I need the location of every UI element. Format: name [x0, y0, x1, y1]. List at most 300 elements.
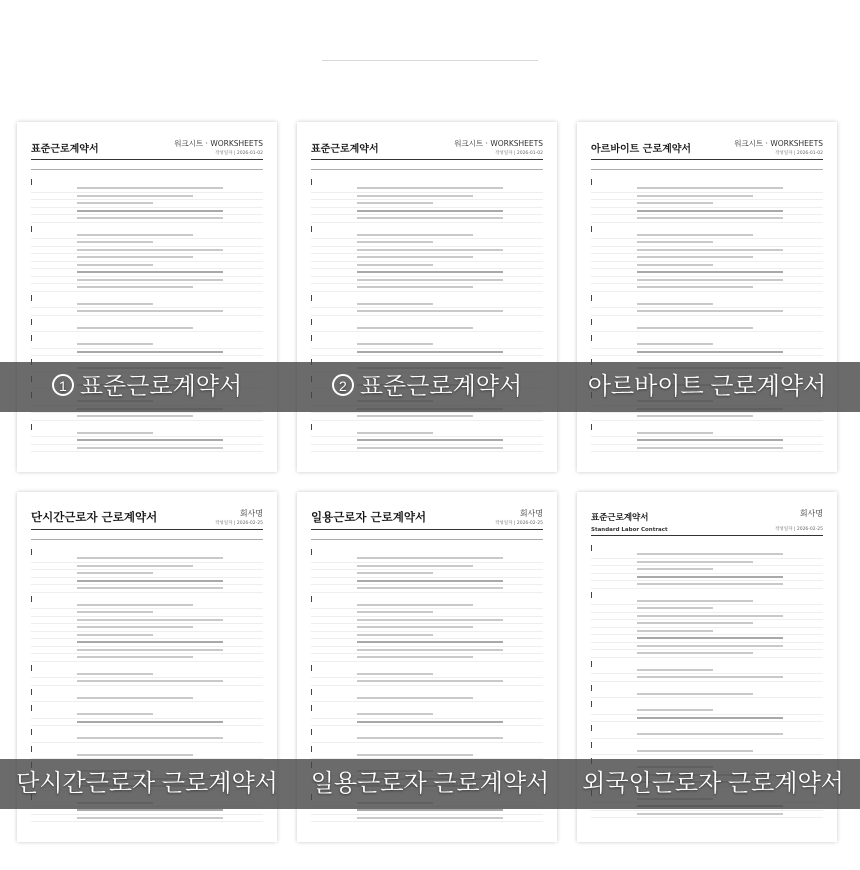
- form-row: [591, 325, 823, 333]
- form-row-value: [357, 754, 473, 756]
- document-body: [311, 176, 543, 462]
- form-row: [31, 695, 263, 703]
- form-row-value: [77, 415, 193, 417]
- form-row: [31, 341, 263, 349]
- form-row: [591, 430, 823, 438]
- form-row: [311, 671, 543, 679]
- form-row-value: [77, 580, 223, 582]
- form-row-value: [357, 673, 433, 675]
- form-row: [31, 200, 263, 208]
- form-row: [591, 574, 823, 582]
- caption-daily-worker[interactable]: [294, 759, 566, 809]
- contract-thumbnail-part-time-job[interactable]: [577, 122, 837, 472]
- caption-foreign-worker[interactable]: [566, 759, 860, 809]
- form-row: [31, 232, 263, 240]
- document-brand: 회사명: [239, 509, 263, 518]
- form-row-value: [77, 327, 193, 329]
- form-row-value: [637, 271, 783, 273]
- parties-line: [31, 532, 263, 540]
- form-row: [31, 555, 263, 563]
- form-row-value: [357, 343, 433, 345]
- form-row: [31, 430, 263, 438]
- form-row-value: [77, 187, 223, 189]
- form-row-value: [637, 813, 783, 815]
- form-row-value: [77, 241, 153, 243]
- form-row-value: [357, 634, 433, 636]
- form-row-value: [77, 565, 193, 567]
- caption-text: 표준근로계약서: [79, 373, 243, 400]
- form-row: [591, 301, 823, 309]
- form-row: [31, 208, 263, 216]
- form-row: [31, 602, 263, 610]
- form-row-value: [637, 447, 783, 449]
- form-row-value: [77, 697, 193, 699]
- form-row: [311, 711, 543, 719]
- form-row: [31, 239, 263, 247]
- form-row: [591, 581, 823, 589]
- form-row: [31, 325, 263, 333]
- form-row: [31, 578, 263, 586]
- document-title: 표준근로계약서: [31, 144, 99, 155]
- form-row-value: [357, 604, 473, 606]
- form-row-value: [77, 754, 193, 756]
- form-row-value: [357, 557, 503, 559]
- form-row-value: [357, 303, 433, 305]
- form-row-value: [77, 611, 153, 613]
- form-row: [591, 262, 823, 270]
- caption-text: 일용근로자 근로계약서: [310, 770, 550, 797]
- form-row-value: [357, 439, 503, 441]
- form-row: [591, 185, 823, 193]
- form-row: [311, 617, 543, 625]
- form-row-value: [637, 310, 783, 312]
- form-row: [311, 325, 543, 333]
- form-row-value: [637, 645, 783, 647]
- form-row: [31, 269, 263, 277]
- form-row-value: [77, 256, 193, 258]
- form-row: [591, 811, 823, 819]
- form-row-value: [77, 351, 223, 353]
- form-row-value: [637, 750, 753, 752]
- form-row-value: [77, 721, 223, 723]
- form-row-value: [637, 343, 713, 345]
- form-row: [31, 647, 263, 655]
- form-row: [591, 707, 823, 715]
- form-row: [31, 654, 263, 662]
- form-row: [311, 647, 543, 655]
- form-row-value: [357, 713, 433, 715]
- form-row: [31, 585, 263, 593]
- form-row: [311, 254, 543, 262]
- form-row-value: [637, 568, 713, 570]
- form-row-value: [637, 256, 753, 258]
- form-row: [591, 193, 823, 201]
- caption-text: 단시간근로자 근로계약서: [16, 770, 278, 797]
- form-row: [31, 815, 263, 823]
- form-row: [591, 445, 823, 453]
- document-subtitle: Standard Labor Contract: [591, 527, 668, 533]
- form-row: [311, 719, 543, 727]
- form-row: [311, 437, 543, 445]
- form-row: [311, 269, 543, 277]
- parties-line: [31, 162, 263, 170]
- form-row: [31, 719, 263, 727]
- form-row-value: [357, 587, 503, 589]
- form-row: [311, 578, 543, 586]
- caption-standard-2[interactable]: [297, 362, 557, 412]
- document-brand: 회사명: [799, 509, 823, 518]
- form-row: [311, 570, 543, 578]
- form-row: [311, 200, 543, 208]
- form-row-value: [77, 210, 223, 212]
- form-row: [31, 570, 263, 578]
- form-row: [591, 731, 823, 739]
- form-row: [31, 624, 263, 632]
- form-row-value: [357, 721, 503, 723]
- form-row-value: [637, 264, 713, 266]
- form-row: [31, 752, 263, 760]
- document-title: 표준근로계약서: [311, 144, 379, 155]
- form-row-value: [77, 202, 153, 204]
- form-row-value: [637, 583, 783, 585]
- form-row-value: [357, 286, 473, 288]
- form-row: [31, 445, 263, 453]
- form-row: [311, 185, 543, 193]
- form-row-value: [77, 447, 223, 449]
- form-row: [591, 413, 823, 421]
- form-row: [591, 341, 823, 349]
- form-row: [311, 815, 543, 823]
- form-row-value: [357, 697, 473, 699]
- form-row: [31, 413, 263, 421]
- form-row: [591, 215, 823, 223]
- form-row-value: [77, 572, 153, 574]
- form-row-value: [637, 561, 753, 563]
- form-row: [591, 613, 823, 621]
- form-row-value: [77, 271, 223, 273]
- form-row: [311, 632, 543, 640]
- form-row-value: [357, 256, 473, 258]
- document-date: 작성일자 | 2026-02-25: [775, 527, 823, 532]
- contract-thumbnail-standard-1[interactable]: [17, 122, 277, 472]
- form-row-value: [77, 303, 153, 305]
- form-row: [311, 430, 543, 438]
- form-row: [311, 563, 543, 571]
- form-row: [31, 678, 263, 686]
- document-title: 표준근로계약서: [591, 513, 649, 523]
- form-row: [31, 308, 263, 316]
- form-row: [311, 695, 543, 703]
- form-row: [591, 635, 823, 643]
- form-row: [591, 605, 823, 613]
- form-row: [591, 559, 823, 567]
- form-row: [591, 620, 823, 628]
- form-row: [31, 609, 263, 617]
- form-row-value: [637, 217, 783, 219]
- form-row-value: [77, 713, 153, 715]
- form-row-value: [357, 210, 503, 212]
- parties-line: [311, 162, 543, 170]
- document-date: 작성일자 | 2026-02-25: [215, 521, 263, 526]
- form-row-value: [637, 709, 713, 711]
- form-row-value: [637, 600, 753, 602]
- form-row-value: [637, 327, 753, 329]
- form-row-value: [77, 604, 193, 606]
- form-row-value: [77, 249, 223, 251]
- form-row: [31, 185, 263, 193]
- form-row: [311, 585, 543, 593]
- form-row: [591, 628, 823, 636]
- document-header: [591, 504, 823, 536]
- form-row: [31, 301, 263, 309]
- form-row-value: [637, 615, 783, 617]
- form-row-value: [637, 439, 783, 441]
- form-row: [591, 643, 823, 651]
- form-row-value: [357, 187, 503, 189]
- form-row: [31, 247, 263, 255]
- form-row-value: [77, 656, 193, 658]
- form-row-value: [637, 351, 783, 353]
- form-row: [311, 301, 543, 309]
- form-row-value: [357, 565, 473, 567]
- form-row: [591, 691, 823, 699]
- document-title: 단시간근로자 근로계약서: [31, 510, 158, 524]
- form-row: [591, 269, 823, 277]
- form-row: [311, 445, 543, 453]
- form-row: [591, 598, 823, 606]
- form-row-value: [357, 580, 503, 582]
- form-row: [311, 284, 543, 292]
- form-row: [31, 639, 263, 647]
- parties-line: [311, 532, 543, 540]
- form-row: [591, 566, 823, 574]
- form-row: [591, 284, 823, 292]
- document-brand: 워크시트 · WORKSHEETS: [734, 139, 823, 148]
- form-row: [591, 239, 823, 247]
- document-brand: 워크시트 · WORKSHEETS: [174, 139, 263, 148]
- form-row-value: [77, 343, 153, 345]
- document-date: 작성일자 | 2026-01-02: [775, 151, 823, 156]
- form-row: [311, 239, 543, 247]
- form-row-value: [637, 195, 753, 197]
- form-row: [311, 277, 543, 285]
- form-row-value: [357, 234, 473, 236]
- form-row-value: [357, 249, 503, 251]
- form-row: [31, 617, 263, 625]
- form-row-value: [637, 279, 783, 281]
- form-row: [591, 748, 823, 756]
- document-date: 작성일자 | 2026-02-25: [495, 521, 543, 526]
- document-date: 작성일자 | 2026-01-02: [215, 151, 263, 156]
- form-row: [591, 254, 823, 262]
- form-row-value: [77, 817, 223, 819]
- caption-part-time-job[interactable]: [577, 362, 837, 412]
- form-row-value: [637, 241, 713, 243]
- form-row: [311, 654, 543, 662]
- form-row-value: [637, 717, 783, 719]
- form-row-value: [357, 641, 503, 643]
- contract-thumbnail-standard-2[interactable]: [297, 122, 557, 472]
- form-row-value: [637, 210, 783, 212]
- form-row-value: [77, 279, 223, 281]
- form-row-value: [637, 249, 783, 251]
- form-row: [591, 277, 823, 285]
- document-header: [31, 504, 263, 530]
- form-row: [591, 715, 823, 723]
- form-row-value: [77, 673, 153, 675]
- form-row: [591, 650, 823, 658]
- document-header: [31, 134, 263, 160]
- form-row: [31, 277, 263, 285]
- form-row-value: [357, 809, 503, 811]
- form-row-value: [357, 737, 503, 739]
- form-row-value: [637, 286, 753, 288]
- form-row-value: [637, 607, 713, 609]
- caption-short-time[interactable]: [0, 759, 294, 809]
- form-row-value: [637, 187, 783, 189]
- caption-text: 표준근로계약서: [359, 373, 523, 400]
- form-row: [31, 349, 263, 357]
- form-row: [311, 639, 543, 647]
- form-row: [591, 308, 823, 316]
- form-row: [31, 215, 263, 223]
- form-row-value: [357, 649, 503, 651]
- form-row-value: [357, 415, 473, 417]
- document-header: [311, 134, 543, 160]
- document-date: 작성일자 | 2026-01-02: [495, 151, 543, 156]
- form-row: [591, 551, 823, 559]
- form-row-value: [357, 195, 473, 197]
- form-row-value: [77, 439, 223, 441]
- form-row: [311, 413, 543, 421]
- form-row-value: [357, 619, 503, 621]
- form-row: [31, 735, 263, 743]
- form-row: [591, 232, 823, 240]
- form-row-value: [357, 432, 433, 434]
- form-row-value: [77, 310, 223, 312]
- form-row-value: [357, 626, 473, 628]
- form-row-value: [77, 626, 193, 628]
- form-row-value: [357, 241, 433, 243]
- form-row-value: [357, 572, 433, 574]
- form-row: [591, 437, 823, 445]
- form-row: [31, 262, 263, 270]
- form-row-value: [357, 680, 503, 682]
- form-row-value: [77, 619, 223, 621]
- form-row-value: [357, 279, 503, 281]
- form-row-value: [77, 432, 153, 434]
- form-row-value: [77, 217, 223, 219]
- form-row: [311, 555, 543, 563]
- form-row: [311, 609, 543, 617]
- caption-text: 아르바이트 근로계약서: [587, 373, 827, 400]
- form-row: [311, 262, 543, 270]
- form-row-value: [637, 303, 713, 305]
- form-row-value: [357, 351, 503, 353]
- form-row-value: [637, 669, 713, 671]
- form-row: [591, 674, 823, 682]
- form-row-value: [637, 234, 753, 236]
- form-row-value: [357, 656, 473, 658]
- form-row: [311, 349, 543, 357]
- form-row-value: [637, 637, 783, 639]
- form-row-value: [357, 817, 503, 819]
- form-row: [31, 193, 263, 201]
- caption-standard-1[interactable]: [17, 362, 277, 412]
- form-row: [311, 247, 543, 255]
- form-row: [591, 349, 823, 357]
- form-row-value: [357, 310, 503, 312]
- document-header: [311, 504, 543, 530]
- form-row: [311, 341, 543, 349]
- form-row-value: [637, 415, 753, 417]
- form-row-value: [637, 553, 783, 555]
- form-row: [591, 247, 823, 255]
- form-row-value: [77, 587, 223, 589]
- form-row: [311, 752, 543, 760]
- number-badge: 1: [52, 374, 74, 396]
- form-row-value: [77, 557, 223, 559]
- form-row-value: [637, 432, 713, 434]
- form-row: [311, 193, 543, 201]
- form-row: [31, 711, 263, 719]
- number-badge: 2: [332, 374, 354, 396]
- form-row-value: [637, 693, 753, 695]
- form-row-value: [357, 271, 503, 273]
- form-row-value: [77, 809, 223, 811]
- form-row: [591, 208, 823, 216]
- form-row-value: [77, 234, 193, 236]
- form-row: [31, 437, 263, 445]
- form-row-value: [77, 737, 223, 739]
- document-body: [31, 176, 263, 462]
- form-row-value: [77, 634, 153, 636]
- form-row-value: [637, 733, 783, 735]
- form-row-value: [357, 611, 433, 613]
- form-row: [31, 563, 263, 571]
- form-row-value: [357, 447, 503, 449]
- form-row-value: [357, 327, 473, 329]
- form-row-value: [357, 217, 503, 219]
- document-title: 아르바이트 근로계약서: [591, 144, 692, 155]
- form-row: [311, 624, 543, 632]
- form-row: [31, 632, 263, 640]
- form-row-value: [77, 195, 193, 197]
- form-row: [311, 215, 543, 223]
- form-row: [591, 200, 823, 208]
- form-row-value: [637, 652, 753, 654]
- form-row: [311, 735, 543, 743]
- document-brand: 워크시트 · WORKSHEETS: [454, 139, 543, 148]
- form-row-value: [77, 641, 223, 643]
- document-brand: 회사명: [519, 509, 543, 518]
- form-row: [31, 284, 263, 292]
- form-row: [311, 678, 543, 686]
- form-row: [591, 667, 823, 675]
- form-row: [311, 308, 543, 316]
- form-row: [311, 232, 543, 240]
- form-row: [311, 602, 543, 610]
- form-row-value: [357, 264, 433, 266]
- document-body: [591, 176, 823, 462]
- document-header: [591, 134, 823, 160]
- form-row-value: [637, 622, 753, 624]
- caption-text: 외국인근로자 근로계약서: [582, 770, 844, 797]
- form-row-value: [77, 264, 153, 266]
- form-row-value: [77, 649, 223, 651]
- form-row-value: [77, 286, 193, 288]
- form-row: [31, 671, 263, 679]
